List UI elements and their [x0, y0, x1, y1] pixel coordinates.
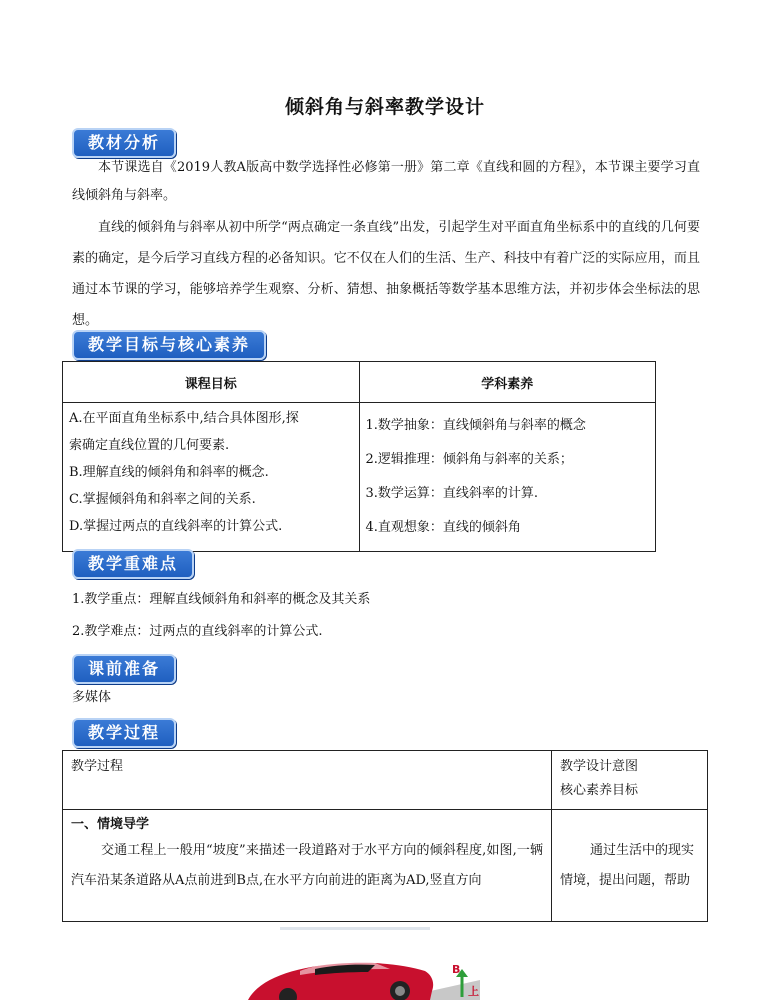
situation-text: 交通工程上一般用“坡度”来描述一段道路对于水平方向的倾斜程度,如图,一辆汽车沿某条道路从A点前进到B点,在水平方向前进的距离为AD,竖直方向 [71, 843, 543, 888]
design-intent-text: 通过生活中的现实情境，提出问题，帮助 [560, 843, 695, 888]
goal-item: C.掌握倾斜角和斜率之间的关系. [69, 492, 256, 507]
section-badge-prep: 课前准备 [72, 654, 176, 684]
design-intent-label: 教学设计意图 [560, 759, 639, 774]
literacy-goal-label: 核心素养目标 [560, 783, 639, 798]
section-badge-key-points: 教学重难点 [72, 549, 194, 579]
process-header-right [552, 751, 708, 810]
goal-item: A.在平面直角坐标系中,结合具体图形,探 [69, 411, 299, 426]
teaching-focus: 1.教学重点：理解直线倾斜角和斜率的概念及其关系 [72, 592, 371, 607]
car-illustration [240, 925, 480, 1000]
analysis-paragraph-2: 直线的倾斜角与斜率从初中所学“两点确定一条直线”出发，引起学生对平面直角坐标系中的直线的几何要素的确定，是今后学习直线方程的必备知识。它不仅在人们的生活、生产、科技中有着广泛的实际应用，而且通过本节课的学习，能够培养学生观察、分析、猜想、抽象概括等数学基本思维方法，并初步体会坐标法的思想。 [72, 220, 700, 328]
situation-title: 一、情境导学 [71, 817, 150, 832]
up-label: 上 [468, 985, 479, 998]
goal-item: B.理解直线的倾斜角和斜率的概念. [69, 465, 269, 480]
car-slope-figure [240, 925, 480, 1000]
literacy-item: 4.直观想象：直线的倾斜角 [365, 520, 521, 535]
goal-item: 索确定直线位置的几何要素. [69, 438, 230, 453]
process-body-left [63, 810, 552, 922]
process-header-left [63, 751, 552, 810]
goals-left-cell [63, 403, 360, 552]
section-badge-analysis: 教材分析 [72, 128, 176, 158]
goals-table [62, 361, 656, 552]
goals-header-right: 学科素养 [359, 362, 656, 403]
literacy-item: 2.逻辑推理：倾斜角与斜率的关系； [365, 452, 573, 467]
analysis-paragraph-1: 本节课选自《2019人教A版高中数学选择性必修第一册》第二章《直线和圆的方程》，本节课主要学习直线倾斜角与斜率。 [72, 160, 700, 203]
teaching-difficulty: 2.教学难点：过两点的直线斜率的计算公式. [72, 624, 323, 639]
goals-header-left: 课程目标 [63, 362, 360, 403]
prep-text: 多媒体 [72, 690, 112, 705]
literacy-item: 3.数学运算：直线斜率的计算. [365, 486, 539, 501]
section-badge-goals: 教学目标与核心素养 [72, 330, 266, 360]
page-title: 倾斜角与斜率教学设计 [284, 96, 485, 118]
goals-right-cell [359, 403, 656, 552]
literacy-item: 1.数学抽象：直线倾斜角与斜率的概念 [365, 418, 586, 433]
process-header-label: 教学过程 [71, 759, 124, 774]
section-badge-process: 教学过程 [72, 718, 176, 748]
point-b-label: B [452, 963, 461, 976]
process-body-right [552, 810, 708, 922]
goal-item: D.掌握过两点的直线斜率的计算公式. [69, 519, 283, 534]
process-table [62, 750, 708, 922]
